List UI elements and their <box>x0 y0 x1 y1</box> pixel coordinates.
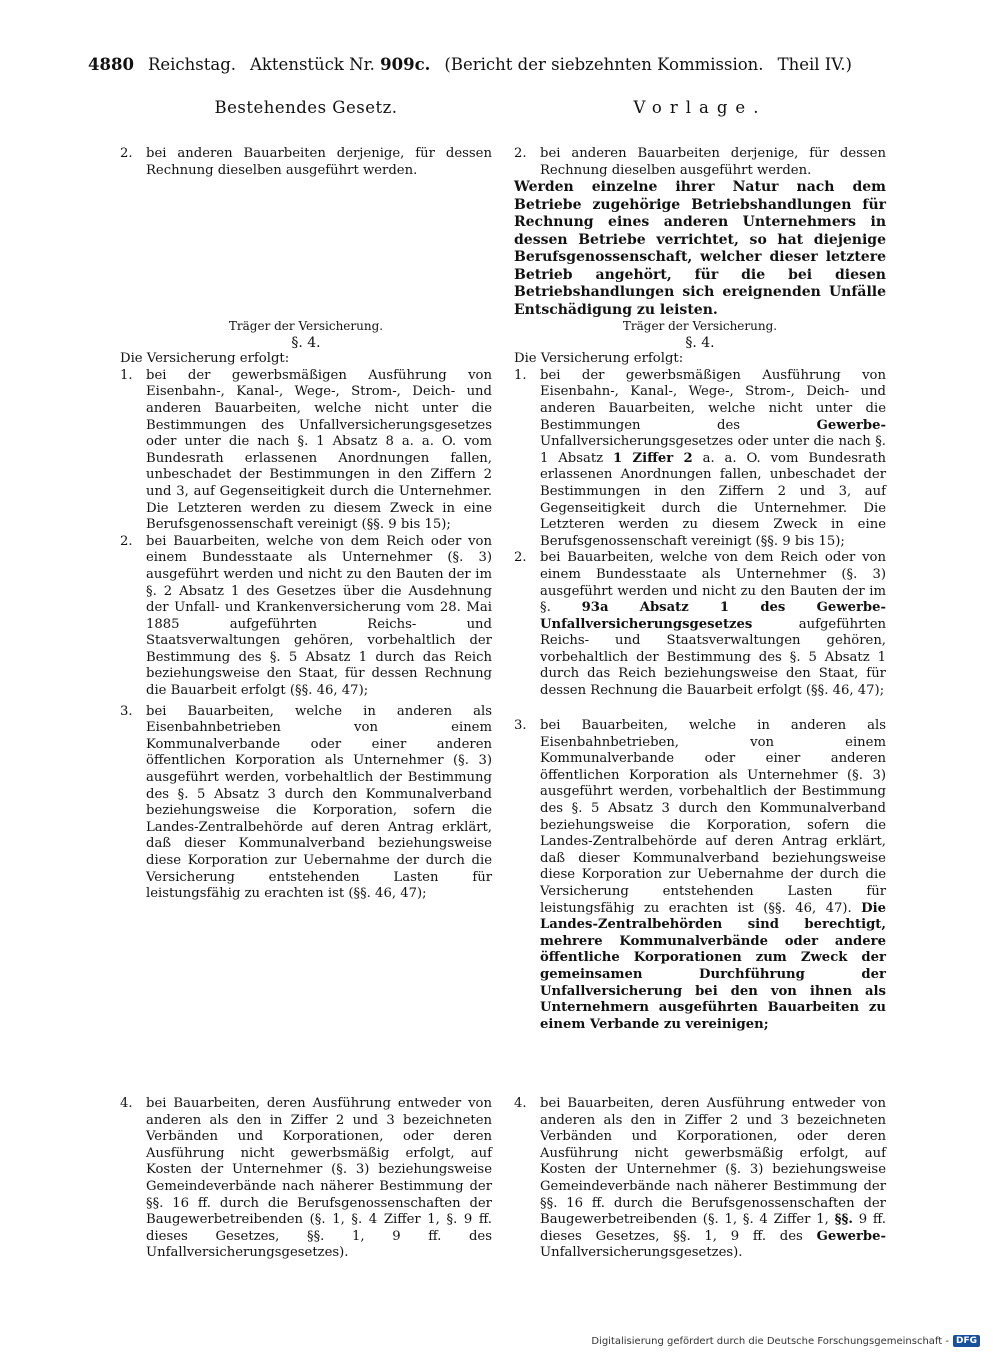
item-text: bei anderen Bauarbeiten derjenige, für dessen Rechnung dieselben ausgeführt werden. <box>540 146 886 178</box>
item-text: bei anderen Bauarbeiten derjenige, für dessen Rechnung dieselben ausgeführt werden. <box>146 146 492 178</box>
item-text: bei Bauarbeiten, deren Ausführung entweder von anderen als den in Ziffer 2 und 3 bezeichneten Verbänden und Korporationen, oder deren Ausführung nicht gewerbsmäßig erfolgt, auf Kosten der Unternehmer (§. 3) beziehungsweise Gemeindeverbände nach näherer Bestimmung der §§. 16 ff. durch die Berufsgenossenschaften der Baugewerbetreibenden (§. 1, §. 4 Ziffer 1, §. 9 ff. dieses Gesetzes, §§. 1, 9 ff. des Unfallversicherungsgesetzes). <box>146 1096 492 1261</box>
inserted-text: 93a Absatz 1 des Gewerbe-Unfallversicherungsgesetzes <box>540 600 886 632</box>
text-segment: aufgeführten Reichs- und Staatsverwaltungen gehören, vorbehaltlich der Bestimmung des §. 5 Absatz 1 durch das Reich beziehungsweise den Staat, für dessen Rechnung die Bauarbeit erfolgt (§§. 46, 47); <box>540 616 886 699</box>
item-number: 2. <box>514 146 527 161</box>
list-item <box>514 1096 886 1262</box>
left-heading-block <box>120 100 492 117</box>
item-number: 1. <box>120 367 133 383</box>
footer-text: Digitalisierung gefördert durch die Deutsche Forschungsgemeinschaft - <box>591 1335 949 1347</box>
text-segment: a. a. O. vom Bundesrath erlassenen Anordnungen fallen, unbeschadet der Bestimmungen in den Ziffern 2 und 3, auf Gegenseitigkeit durch die Unternehmer. Die Letzteren werden zu diesem Zweck in eine Berufsgenossenschaft vereinigt (§§. 9 bis 15); <box>540 450 886 549</box>
header-aktenstueck-number: 909c. <box>380 55 431 74</box>
right-item-2-top <box>514 146 886 319</box>
page-header <box>88 55 940 74</box>
item-text <box>540 550 886 699</box>
amendment-text: Werden einzelne ihrer Natur nach dem Betriebe zugehörige Betriebshandlungen für Rechnung eines anderen Unternehmers in dessen Betriebe verrichtet, so hat diejenige Berufsgenossenschaft, welcher dieser letztere Betrieb angehört, für die bei diesen Betriebshandlungen sich ereignenden Unfälle Entschädigung zu leisten. <box>514 179 886 318</box>
section-title: Träger der Versicherung. <box>622 319 778 333</box>
right-heading-block <box>514 100 886 117</box>
right-item-3-block <box>514 718 886 1033</box>
header-aktenstueck-label: Aktenstück Nr. <box>250 55 375 74</box>
item-text <box>540 368 886 551</box>
header-aktenstueck <box>250 55 430 74</box>
dfg-logo: DFG <box>953 1335 980 1347</box>
inserted-text: Gewerbe- <box>816 1228 886 1244</box>
list-item <box>514 550 886 699</box>
digitization-footer <box>591 1335 980 1347</box>
item-number: 4. <box>514 1096 527 1111</box>
left-item-2-top <box>120 146 492 179</box>
intro-text: Die Versicherung erfolgt: <box>514 351 684 367</box>
inserted-text: Die Landes-Zentralbehörden sind berechtigt, mehrere Kommunalverbände oder andere öffentliche Korporationen zum Zweck der gemeinsamen Durchführung der Unfallversicherung bei den von ihnen als Unternehmern ausgeführten Bauarbeiten zu einem Verbande zu vereinigen; <box>540 900 886 1032</box>
item-text: bei Bauarbeiten, welche in anderen als Eisenbahnbetrieben von einem Kommunalverbande oder einer anderen öffentlichen Korporation als Unternehmer (§. 3) ausgeführt werden, vorbehaltlich der Bestimmung des §. 5 Absatz 3 durch den Kommunalverband beziehungsweise die Korporation, sofern die Landes-Zentralbehörde auf deren Antrag erklärt, daß dieser Kommunalverband beziehungsweise diese Korporation zur Uebernahme der durch die Versicherung entstehenden Lasten für leistungsfähig zu erachten ist (§§. 46, 47); <box>146 703 492 902</box>
text-segment: bei der gewerbsmäßigen Ausführung von Eisenbahn-, Kanal-, Wege-, Strom-, Deich- und anderen Bauarbeiten, welche nicht unter die Bestimmungen des <box>540 367 886 433</box>
right-section <box>514 318 886 700</box>
item-number: 2. <box>120 533 133 549</box>
paragraph-number: §. 4. <box>685 334 715 351</box>
item-number: 4. <box>120 1096 133 1111</box>
list-item <box>514 146 886 179</box>
text-segment: Unfallversicherungsgesetzes oder unter die nach §. 1 Absatz <box>540 434 886 466</box>
right-column-heading: Vorlage. <box>633 98 767 117</box>
list-item <box>120 534 492 700</box>
paragraph-number: §. 4. <box>291 334 321 351</box>
list-item <box>514 368 886 551</box>
list-item <box>120 704 492 903</box>
item-text: bei der gewerbsmäßigen Ausführung von Eisenbahn-, Kanal-, Wege-, Strom-, Deich- und anderen Bauarbeiten, welche nicht unter die Bestimmungen des Unfallversicherungsgesetzes oder unter die nach §. 1 Absatz 8 a. a. O. vom Bundesrath erlassenen Anordnungen fallen, unbeschadet der Bestimmungen in den Ziffern 2 und 3, auf Gegenseitigkeit durch die Unternehmer. Die Letzteren werden zu diesem Zweck in eine Berufsgenossenschaft vereinigt (§§. 9 bis 15); <box>146 367 492 533</box>
intro-text: Die Versicherung erfolgt: <box>120 351 290 367</box>
item-text <box>540 1096 886 1262</box>
list-item <box>120 368 492 534</box>
item-number: 3. <box>514 718 527 733</box>
list-item <box>120 1096 492 1262</box>
page-number: 4880 <box>88 55 134 74</box>
header-reichstag: Reichstag. <box>147 55 237 74</box>
inserted-text: §§. <box>834 1212 853 1228</box>
text-segment: Unfallversicherungsgesetzes). <box>540 1245 743 1261</box>
item-text <box>540 718 886 1033</box>
list-item <box>514 718 886 1033</box>
item-number: 2. <box>120 146 133 161</box>
text-segment: bei Bauarbeiten, deren Ausführung entweder von anderen als den in Ziffer 2 und 3 bezeichneten Verbänden und Korporationen, oder deren Ausführung nicht gewerbsmäßig erfolgt, auf Kosten der Unternehmer (§. 3) beziehungsweise Gemeindeverbände nach näherer Bestimmung der §§. 16 ff. durch die Berufsgenossenschaften der Baugewerbetreibenden (§. 1, §. 4 Ziffer 1, <box>540 1096 886 1228</box>
item-number: 3. <box>120 703 133 719</box>
section-title: Träger der Versicherung. <box>228 319 384 333</box>
item-text: bei Bauarbeiten, welche von dem Reich oder von einem Bundesstaate als Unternehmer (§. 3) ausgeführt werden und nicht zu den Bauten der im §. 2 Absatz 1 des Gesetzes über die Ausdehnung der Unfall- und Krankenversicherung vom 28. Mai 1885 aufgeführten Reichs- und Staatsverwaltungen gehören, vorbehaltlich der Bestimmung des §. 5 Absatz 1 durch das Reich beziehungsweise den Staat, für dessen Rechnung die Bauarbeit erfolgt (§§. 46, 47); <box>146 533 492 699</box>
text-segment: bei Bauarbeiten, welche von dem Reich oder von einem Bundesstaate als Unternehmer (§. 3) ausgeführt werden und nicht zu den Bauten der im §. <box>540 550 886 616</box>
left-item-4-block <box>120 1096 492 1262</box>
list-item <box>120 146 492 179</box>
item-number: 1. <box>514 367 527 383</box>
header-theil: Theil IV.) <box>777 55 852 74</box>
left-section <box>120 318 492 903</box>
right-item-4-block <box>514 1096 886 1262</box>
text-segment: bei Bauarbeiten, welche in anderen als Eisenbahnbetrieben, von einem Kommunalverbande oder einer anderen öffentlichen Korporation als Unternehmer (§. 3) ausgeführt werden, vorbehaltlich der Bestimmung des §. 5 Absatz 3 durch den Kommunalverband beziehungsweise die Korporation, sofern die Landes-Zentralbehörde auf deren Antrag erklärt, daß dieser Kommunalverband beziehungsweise diese Korporation zur Uebernahme der durch die Versicherung entstehenden Lasten für leistungsfähig zu erachten ist (§§. 46, 47). <box>540 718 886 916</box>
item-number: 2. <box>514 550 527 566</box>
left-column-heading: Bestehendes Gesetz. <box>214 98 398 117</box>
inserted-text: Gewerbe- <box>816 417 886 433</box>
inserted-text: 1 Ziffer 2 <box>613 450 693 466</box>
text-segment: 9 ff. dieses Gesetzes, §§. 1, 9 ff. des <box>540 1212 886 1244</box>
header-bericht: (Bericht der siebzehnten Kommission. <box>444 55 764 74</box>
